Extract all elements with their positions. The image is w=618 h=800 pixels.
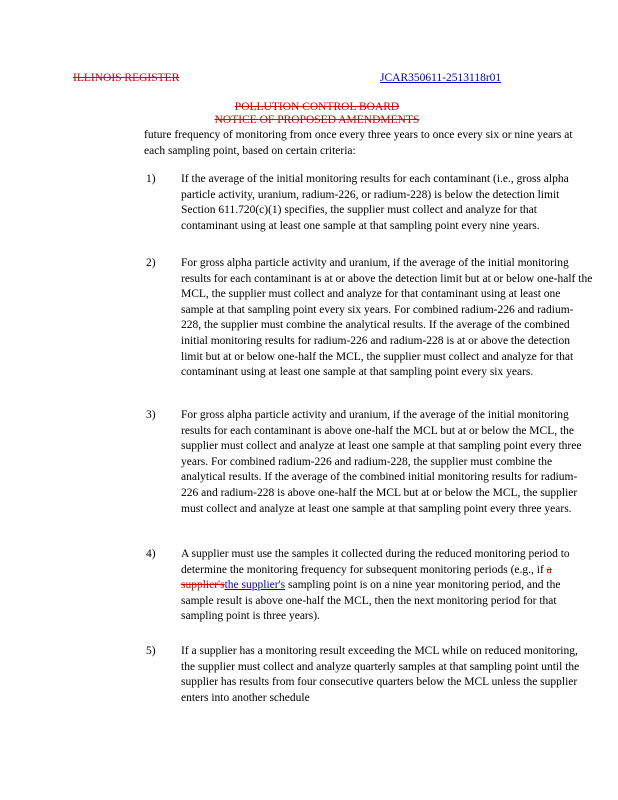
item-number: 1) <box>146 173 156 185</box>
item-text-after: sampling point is on a nine year monitoring period, and the sample result is above one-half the MCL, then the next monitoring period for that sampling point is three years). <box>181 579 561 623</box>
struck-text: a supplier's <box>181 563 552 592</box>
notice-title: NOTICE OF PROPOSED AMENDMENTS <box>214 114 420 126</box>
item-number: 3) <box>146 409 156 421</box>
item-text: For gross alpha particle activity and uranium, if the average of the initial monitoring results for each contaminant is above one-half the MCL but at or below the MCL, the supplier must collect and analyze at least one sample at that sampling point every three years. For combined radium-226 and radium-228, the supplier must combine the analytical results. If the average of the combined initial monitoring results for radium-226 and radium-228 is above one-half the MCL but at or below the MCL, the supplier must collect and analyze at least one sample at that sampling point every three years. <box>181 409 582 515</box>
item-number: 2) <box>146 257 156 269</box>
header-register: ILLINOIS REGISTER <box>73 72 180 84</box>
inserted-text[interactable]: the supplier's <box>224 579 286 592</box>
item-text: If the average of the initial monitoring results for each contaminant (i.e., gross alpha particle activity, uranium, radium-226, or radium-228) is below the detection limit Section 611.720(c)(1) specifies, the supplier must collect and analyze for that contaminant using at least one sample at that sampling point every nine years. <box>181 173 569 232</box>
board-title: POLLUTION CONTROL BOARD <box>234 101 400 113</box>
item-number: 4) <box>146 548 156 560</box>
item-text <box>181 547 593 625</box>
item-text: If a supplier has a monitoring result exceeding the MCL while on reduced monitoring, the supplier must collect and analyze quarterly samples at that sampling point until the supplier has results from four consecutive quarters below the MCL unless the supplier enters into another schedule <box>181 645 580 704</box>
item-text: For gross alpha particle activity and uranium, if the average of the initial monitoring results for each contaminant is at or above the detection limit but at or below one-half the MCL, the supplier must collect and analyze for that contaminant using at least one sample at that sampling point every six years. For combined radium-226 and radium-228, the supplier must combine the analytical results. If the average of the combined initial monitoring results for radium-226 and radium-228 is at or above the detection limit but at or below one-half the MCL, the supplier must collect and analyze for that contaminant using at least one sample at that sampling point every six years. <box>181 257 593 379</box>
item-number: 5) <box>146 645 156 657</box>
header-jcar-code[interactable]: JCAR350611-2513118r01 <box>380 72 502 84</box>
item-text-before: A supplier must use the samples it collected during the reduced monitoring period to determine the monitoring frequency for subsequent monitoring periods (e.g., if <box>181 548 570 576</box>
intro-paragraph: future frequency of monitoring from once every three years to once every six or nine years at each sampling point, based on certain criteria: <box>144 129 573 157</box>
